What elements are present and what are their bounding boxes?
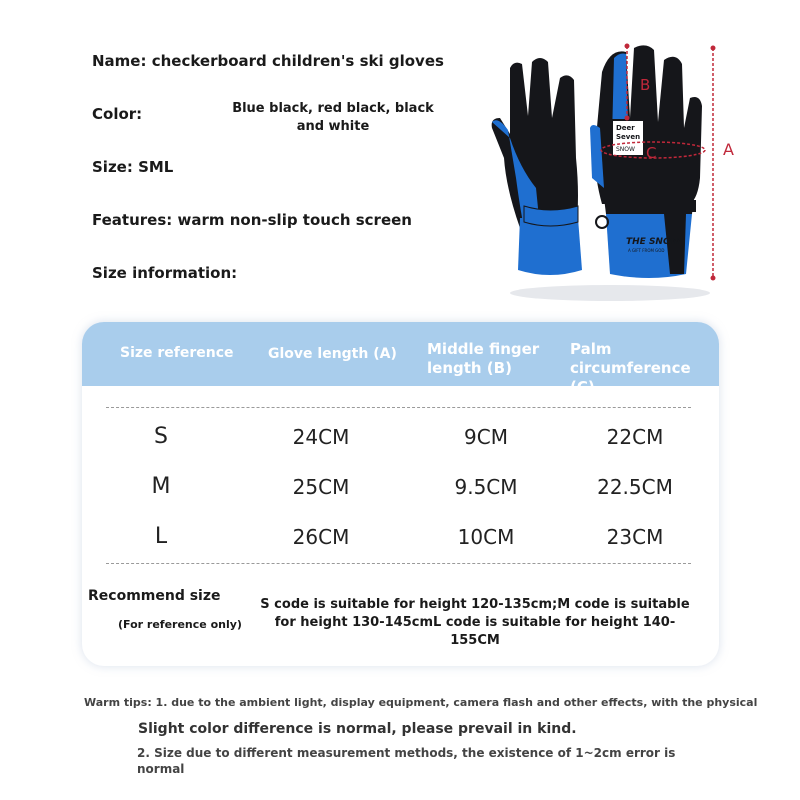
features-line: Features: warm non-slip touch screen bbox=[92, 211, 412, 229]
cell-glove-length: 26CM bbox=[292, 525, 350, 549]
label-a: A bbox=[723, 140, 734, 159]
back-glove bbox=[492, 58, 582, 275]
glove-product-image bbox=[480, 38, 760, 308]
color-label: Color: bbox=[92, 105, 143, 123]
cell-palm: 23CM bbox=[606, 525, 664, 549]
header-size-reference: Size reference bbox=[120, 345, 234, 361]
size-line: Size: SML bbox=[92, 158, 174, 176]
header-glove-length: Glove length (A) bbox=[268, 346, 397, 362]
cuff-subtext: A GIFT FROM GOD bbox=[628, 248, 665, 253]
header-middle-finger-length: Middle finger length (B) bbox=[427, 340, 540, 377]
cell-size: L bbox=[154, 524, 168, 549]
divider-top bbox=[106, 407, 691, 408]
label-b: B bbox=[640, 76, 651, 94]
cell-middle-finger: 9.5CM bbox=[454, 475, 518, 499]
cell-size: M bbox=[151, 474, 171, 499]
cell-glove-length: 24CM bbox=[292, 425, 350, 449]
patch-text-2: Seven bbox=[616, 133, 641, 141]
size-table-card bbox=[82, 322, 719, 666]
color-value: Blue black, red black, black and white bbox=[232, 101, 434, 134]
warm-tips-line-1: Warm tips: 1. due to the ambient light, display equipment, camera flash and other effects, with the physical bbox=[84, 696, 758, 709]
size-information-heading: Size information: bbox=[92, 264, 238, 282]
table-header bbox=[82, 322, 719, 396]
patch-text-1: Deer bbox=[616, 124, 635, 132]
cell-palm: 22CM bbox=[606, 425, 664, 449]
cell-glove-length: 25CM bbox=[292, 475, 350, 499]
patch-text-3: SNOW bbox=[616, 146, 635, 153]
recommend-size-label: Recommend size bbox=[88, 588, 221, 604]
cell-middle-finger: 10CM bbox=[457, 525, 515, 549]
cuff-text: THE SNOW bbox=[626, 237, 681, 247]
glove-illustration bbox=[480, 38, 760, 308]
recommend-size-text: S code is suitable for height 120-135cm;M code is suitable for height 130-145cmL code is suitable for height 140-155CM bbox=[260, 597, 690, 648]
warm-tips-line-3: 2. Size due to different measurement methods, the existence of 1~2cm error is normal bbox=[137, 746, 676, 776]
warm-tips-line-2: Slight color difference is normal, please prevail in kind. bbox=[138, 721, 577, 737]
header-palm-circumference: Palm circumference (C) bbox=[570, 340, 691, 396]
divider-bottom bbox=[106, 563, 691, 564]
cell-size: S bbox=[154, 424, 168, 449]
recommend-size-note: (For reference only) bbox=[118, 618, 242, 631]
product-name: Name: checkerboard children's ski gloves bbox=[92, 52, 444, 70]
label-c: C bbox=[646, 144, 657, 162]
cell-palm: 22.5CM bbox=[597, 475, 673, 499]
cell-middle-finger: 9CM bbox=[464, 425, 508, 449]
